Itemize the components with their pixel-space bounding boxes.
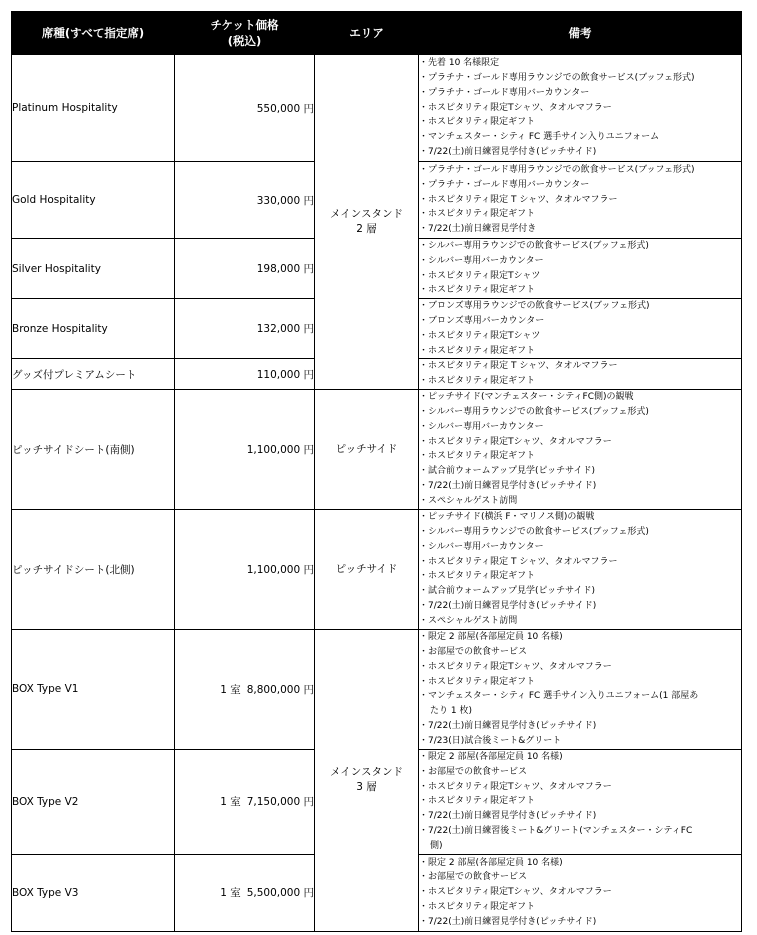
- seat-pitch-south: ピッチサイドシート(南側): [12, 389, 175, 509]
- note-item: ・お部屋での飲食サービス: [419, 647, 528, 658]
- area-main-stand-2: [315, 55, 419, 390]
- note-item: ・スペシャルゲスト訪問: [419, 615, 518, 626]
- note-item: ・ホスピタリティ限定ギフト: [419, 676, 536, 687]
- notes-goods-premium: [419, 359, 742, 390]
- header-price: [175, 12, 315, 55]
- note-item: ・シルバー専用ラウンジでの飲食サービス(ブッフェ形式): [419, 527, 649, 538]
- note-item: ・ホスピタリティ限定ギフト: [419, 451, 536, 462]
- table-header-row: [12, 12, 742, 55]
- note-item: ・試合前ウォームアップ見学(ピッチサイド): [419, 586, 596, 597]
- note-item: ・プラチナ・ゴールド専用バーカウンター: [419, 87, 590, 98]
- price-value: 5,500,000 円: [246, 887, 314, 900]
- notes-platinum: [419, 55, 742, 162]
- note-item: ・マンチェスター・シティ FC 選手サイン入りユニフォーム: [419, 132, 660, 143]
- note-item: ・ホスピタリティ限定Tシャツ、タオルマフラー: [419, 661, 612, 672]
- seat-gold: Gold Hospitality: [12, 162, 175, 239]
- seat-bronze: Bronze Hospitality: [12, 299, 175, 359]
- note-item: ・ホスピタリティ限定ギフト: [419, 796, 536, 807]
- ticket-table: [11, 11, 742, 932]
- note-item: ・シルバー専用バーカウンター: [419, 541, 544, 552]
- note-item: ・ホスピタリティ限定Tシャツ、タオルマフラー: [419, 887, 612, 898]
- room-count: 1 室: [220, 796, 241, 809]
- seat-platinum: Platinum Hospitality: [12, 55, 175, 162]
- table-row: [12, 55, 742, 162]
- notes-box-v1: [419, 629, 742, 749]
- note-item: ・ホスピタリティ限定ギフト: [419, 901, 536, 912]
- area-pitch-north: ピッチサイド: [315, 509, 419, 629]
- note-item: ・試合前ウォームアップ見学(ピッチサイド): [419, 466, 596, 477]
- note-item: ・7/22(土)前日練習見学付き(ピッチサイド): [419, 481, 597, 492]
- note-item: ・お部屋での飲食サービス: [419, 766, 528, 777]
- note-item: ・7/22(土)前日練習見学付き(ピッチサイド): [419, 601, 597, 612]
- note-item: ・ホスピタリティ限定Tシャツ、タオルマフラー: [419, 781, 612, 792]
- table-row: [12, 509, 742, 629]
- note-item: ・7/22(土)前日練習見学付き(ピッチサイド): [419, 811, 597, 822]
- seat-goods-premium: グッズ付プレミアムシート: [12, 359, 175, 390]
- note-item: ・ホスピタリティ限定Tシャツ、タオルマフラー: [419, 436, 612, 447]
- note-item: ・ピッチサイド(横浜 F・マリノス側)の観戦: [419, 512, 595, 523]
- note-item: ・ブロンズ専用ラウンジでの飲食サービス(ブッフェ形式): [419, 301, 650, 312]
- note-item: ・ホスピタリティ限定 T シャツ、タオルマフラー: [419, 194, 618, 205]
- note-item: ・ホスピタリティ限定ギフト: [419, 209, 536, 220]
- notes-box-v2: [419, 749, 742, 854]
- note-item: ・シルバー専用バーカウンター: [419, 255, 544, 266]
- price-box-v2: [175, 749, 315, 854]
- note-item: たり 1 枚): [430, 706, 472, 717]
- note-item: ・シルバー専用ラウンジでの飲食サービス(ブッフェ形式): [419, 407, 649, 418]
- price-pitch-south: 1,100,000 円: [175, 389, 315, 509]
- header-price-line1: チケット価格: [210, 18, 279, 32]
- note-item: ・ブロンズ専用バーカウンター: [419, 315, 545, 326]
- note-item: ・プラチナ・ゴールド専用バーカウンター: [419, 179, 590, 190]
- header-price-line2: (税込): [227, 34, 262, 48]
- notes-gold: [419, 162, 742, 239]
- notes-box-v3: [419, 854, 742, 931]
- note-item: ・ホスピタリティ限定ギフト: [419, 376, 536, 387]
- price-bronze: 132,000 円: [175, 299, 315, 359]
- header-notes: 備考: [419, 12, 742, 55]
- note-item: 側): [430, 840, 443, 851]
- area-main2-line2: 2 層: [356, 222, 377, 235]
- room-count: 1 室: [220, 683, 241, 696]
- note-item: ・7/22(土)前日練習見学付き(ピッチサイド): [419, 146, 597, 157]
- note-item: ・プラチナ・ゴールド専用ラウンジでの飲食サービス(ブッフェ形式): [419, 165, 695, 175]
- header-seat: 席種(すべて指定席): [12, 12, 175, 55]
- seat-box-v2: BOX Type V2: [12, 749, 175, 854]
- price-pitch-north: 1,100,000 円: [175, 509, 315, 629]
- area-main3-line1: メインスタンド: [330, 766, 403, 779]
- header-area: エリア: [315, 12, 419, 55]
- note-item: ・マンチェスター・シティ FC 選手サイン入りユニフォーム(1 部屋あ: [419, 691, 699, 702]
- seat-pitch-north: ピッチサイドシート(北側): [12, 509, 175, 629]
- price-value: 8,800,000 円: [246, 683, 314, 696]
- note-item: ・7/22(土)前日練習後ミート&グリート(マンチェスター・シティFC: [419, 825, 693, 836]
- note-item: ・限定 2 部屋(各部屋定員 10 名様): [419, 751, 563, 762]
- note-item: ・7/22(土)前日練習見学付き: [419, 224, 537, 235]
- note-item: ・スペシャルゲスト訪問: [419, 495, 518, 506]
- table-row: [12, 389, 742, 509]
- note-item: ・ホスピタリティ限定 T シャツ、タオルマフラー: [419, 361, 618, 372]
- area-main2-line1: メインスタンド: [330, 207, 403, 220]
- note-item: ・ホスピタリティ限定Tシャツ、タオルマフラー: [419, 102, 612, 113]
- note-item: ・先着 10 名様限定: [419, 58, 500, 69]
- price-value: 7,150,000 円: [246, 796, 314, 809]
- seat-silver: Silver Hospitality: [12, 239, 175, 299]
- area-pitch-south: ピッチサイド: [315, 389, 419, 509]
- notes-bronze: [419, 299, 742, 359]
- room-count: 1 室: [220, 887, 241, 900]
- note-item: ・シルバー専用ラウンジでの飲食サービス(ブッフェ形式): [419, 241, 649, 251]
- note-item: ・7/22(土)前日練習見学付き(ピッチサイド): [419, 721, 597, 732]
- note-item: ・お部屋での飲食サービス: [419, 872, 528, 883]
- area-main-stand-3: [315, 629, 419, 931]
- note-item: ・7/22(土)前日練習見学付き(ピッチサイド): [419, 916, 597, 927]
- note-item: ・7/23(日)試合後ミート&グリート: [419, 735, 562, 746]
- area-main3-line2: 3 層: [356, 781, 377, 794]
- note-item: ・ホスピタリティ限定ギフト: [419, 285, 536, 296]
- note-item: ・ホスピタリティ限定ギフト: [419, 345, 536, 356]
- price-goods-premium: 110,000 円: [175, 359, 315, 390]
- price-silver: 198,000 円: [175, 239, 315, 299]
- note-item: ・シルバー専用バーカウンター: [419, 421, 544, 432]
- note-item: ・ピッチサイド(マンチェスター・シティFC側)の観戦: [419, 392, 634, 403]
- notes-silver: [419, 239, 742, 299]
- note-item: ・ホスピタリティ限定Tシャツ: [419, 270, 541, 281]
- note-item: ・限定 2 部屋(各部屋定員 10 名様): [419, 632, 563, 643]
- price-box-v3: [175, 854, 315, 931]
- price-box-v1: [175, 629, 315, 749]
- note-item: ・プラチナ・ゴールド専用ラウンジでの飲食サービス(ブッフェ形式): [419, 73, 695, 83]
- price-gold: 330,000 円: [175, 162, 315, 239]
- seat-box-v3: BOX Type V3: [12, 854, 175, 931]
- note-item: ・ホスピタリティ限定Tシャツ: [419, 330, 541, 341]
- note-item: ・限定 2 部屋(各部屋定員 10 名様): [419, 857, 563, 868]
- price-platinum: 550,000 円: [175, 55, 315, 162]
- note-item: ・ホスピタリティ限定ギフト: [419, 117, 536, 128]
- notes-pitch-north: [419, 509, 742, 629]
- table-row: [12, 629, 742, 749]
- note-item: ・ホスピタリティ限定 T シャツ、タオルマフラー: [419, 556, 618, 567]
- note-item: ・ホスピタリティ限定ギフト: [419, 571, 536, 582]
- notes-pitch-south: [419, 389, 742, 509]
- seat-box-v1: BOX Type V1: [12, 629, 175, 749]
